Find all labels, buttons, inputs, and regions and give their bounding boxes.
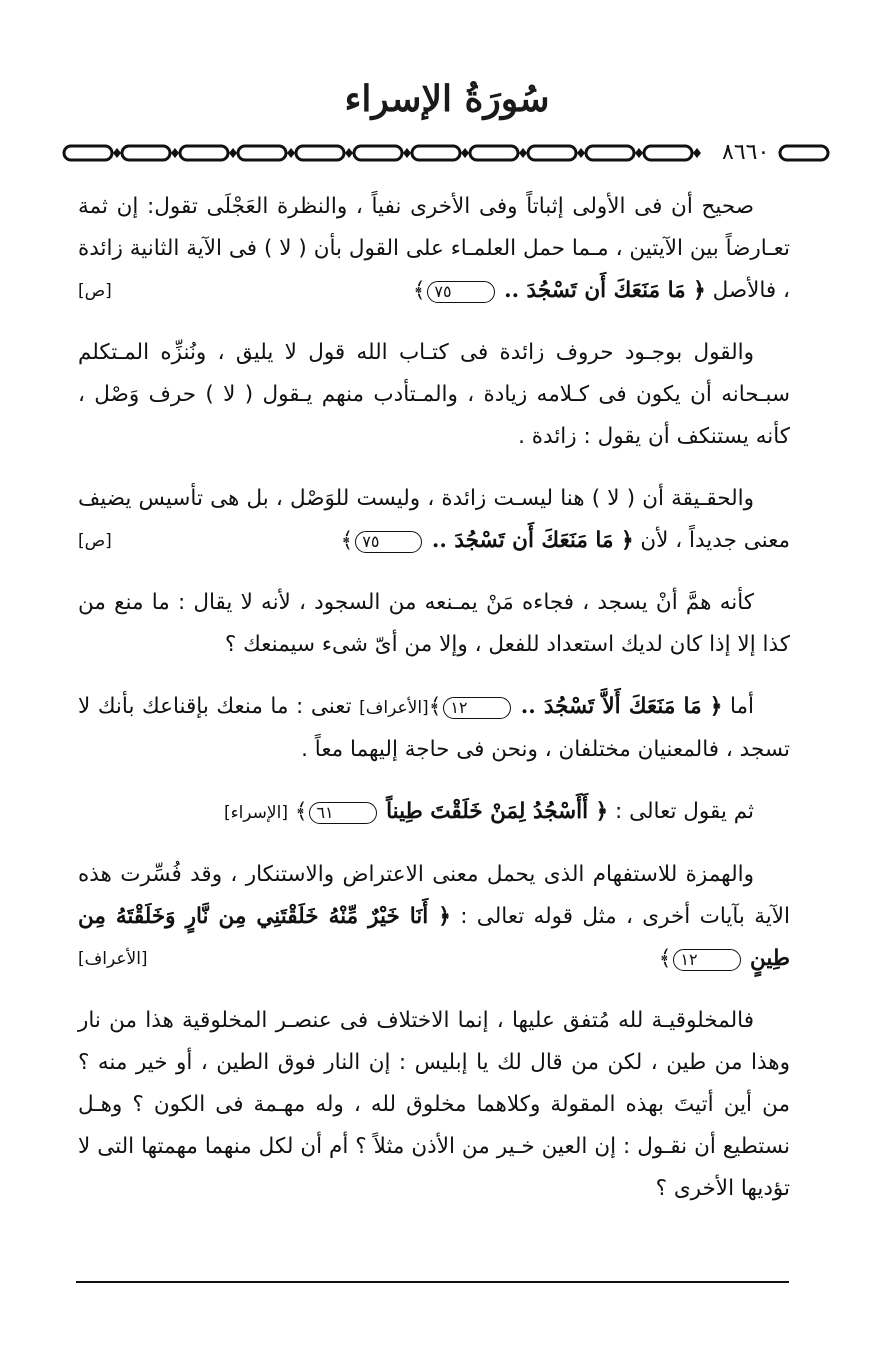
verse-number: ١٢ — [443, 697, 510, 719]
quran-verse: ﴿ أَأَسْجُدُ لِمَنْ خَلَقْتَ طِيناً — [378, 799, 609, 824]
surah-reference: [الأعراف] — [78, 949, 148, 969]
paragraph-text: والهمزة للاستفهام الذى يحمل معنى الاعتراض والاستنكار ، وقد فُسِّرت هذه الآية بآيات أخرى ، مثل قوله تعالى : — [78, 862, 791, 929]
verse-number: ٧٥ — [355, 531, 422, 553]
surah-reference: [الإسراء] — [223, 803, 288, 823]
verse-close-bracket: ﴾ — [294, 799, 308, 824]
paragraph-text: والحقـيقة أن ( لا ) هنا ليسـت زائدة ، وليست للوَصْل ، بل هى تأسيس يضيف معنى جديداً ، لأن — [78, 486, 790, 553]
verse-close-bracket: ﴾ — [658, 946, 672, 971]
verse-number: ٦١ — [309, 802, 376, 824]
page-number: ٨٦٦٠ — [718, 140, 773, 166]
footer-rule — [76, 1281, 789, 1283]
surah-reference: [ص] — [78, 531, 112, 551]
paragraph-text: تعنى : ما منعك بإقناعك بأنك لا تسجد ، فالمعنيان مختلفان ، ونحن فى حاجة إليهما معاً . — [78, 694, 790, 762]
paragraph-2: والقول بوجـود حروف زائدة فى كتـاب الله قول لا يليق ، ونُنزِّه المـتكلم سبـحانه أن يكون فى كـلامه زيادة ، والمـتأدب منهم يـقول ( لا ) حرف وَصْل ، كأنه يستنكف أن يقول : زائدة . — [78, 340, 790, 449]
surah-reference: [الأعراف] — [359, 698, 429, 718]
paragraph-5 — [78, 686, 790, 771]
verse-number: ٧٥ — [427, 281, 494, 303]
paragraph-7 — [78, 854, 790, 980]
quran-verse: ﴿ مَا مَنَعَكَ أَلاَّ تَسْجُدَ .. — [512, 694, 723, 719]
paragraph-1 — [78, 186, 790, 312]
page-body — [78, 186, 790, 1230]
paragraph-text: صحيح أن فى الأولى إثباتاً وفى الأخرى نفياً ، والنظرة العَجْلَى تقول: إن ثمة تعـارضاً بين الآيتين ، مـما حمل العلمـاء على القول بأن ( لا ) فى الآية الثانية زائدة ، فالأصل — [78, 194, 790, 303]
paragraph-text: أما — [722, 694, 755, 719]
paragraph-3 — [78, 478, 790, 562]
quran-verse: ﴿ مَا مَنَعَكَ أَن تَسْجُدَ .. — [496, 278, 706, 303]
paragraph-text: ثم يقول تعالى : — [608, 799, 754, 824]
surah-reference: [ص] — [78, 281, 112, 301]
verse-number: ١٢ — [673, 949, 740, 971]
verse-close-bracket: ﴾ — [340, 528, 354, 553]
paragraph-4: كأنه همَّ أنْ يسجد ، فجاءه مَنْ يمـنعه من السجود ، لأنه لا يقال : ما منع من كذا إلا إذا كان لديك استعداد للفعل ، وإلا من أىّ شىء سيمنعك ؟ — [78, 590, 790, 657]
quran-verse: ﴿ أَنَا خَيْرٌ مِّنْهُ خَلَقْتَنِي مِن نَّارٍ وَخَلَقْتَهُ مِن طِينٍ — [78, 904, 790, 971]
surah-title: سُورَةُ الإسراء — [344, 78, 550, 120]
quran-verse: ﴿ مَا مَنَعَكَ أَن تَسْجُدَ .. — [424, 528, 634, 553]
paragraph-6 — [78, 791, 790, 834]
verse-close-bracket: ﴾ — [412, 278, 426, 303]
verse-close-bracket: ﴾ — [428, 694, 442, 719]
ornamental-header-rule — [60, 140, 830, 166]
paragraph-8: فالمخلوقيـة لله مُتفق عليها ، إنما الاختلاف فى عنصـر المخلوقية هذا من نار وهذا من طين ، لكن من قال لك يا إبليس : إن النار فوق الطين ، أو خير منه ؟ من أين أتيتَ بهذه المقولة وكلاهما مخلوق لله ، وله مهـمة فى الكون ؟ وهـل نستطيع أن نقـول : إن العين خـير من الأذن مثلاً ؟ أم أن لكل منهما مهمتها التى لا تؤديها الأخرى ؟ — [78, 1008, 790, 1201]
